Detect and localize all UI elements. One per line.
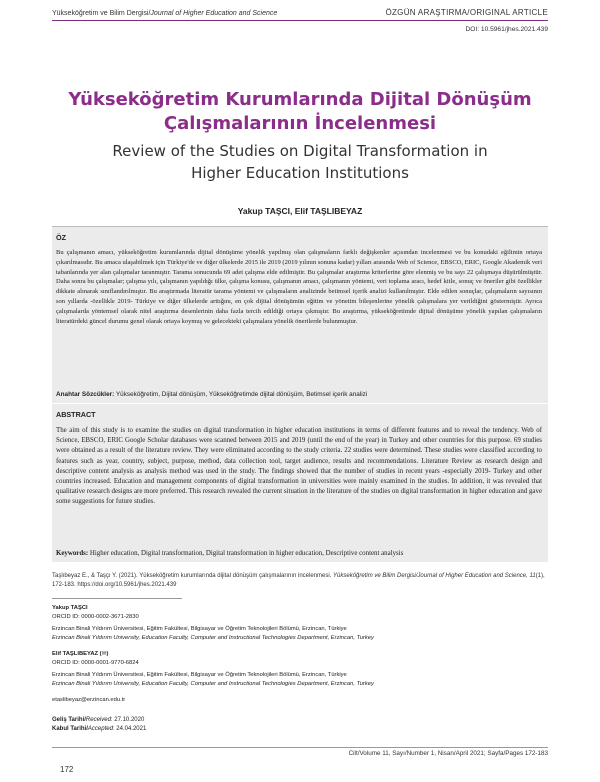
volume-info: Cilt/Volume 11, Sayı/Number 1, Nisan/April 2021; Sayfa/Pages 172-183 bbox=[348, 750, 548, 757]
citation-journal: Yükseköğretim ve Bilim Dergisi/Journal of Higher Education and Science, 11 bbox=[333, 573, 536, 579]
abstract-keywords-value: Higher education, Digital transformation, Digital transformation in higher education, Descriptive content analysis bbox=[89, 550, 404, 557]
journal-name bbox=[52, 10, 277, 17]
title-tr-line2: Çalışmalarının İncelenmesi bbox=[163, 113, 437, 134]
corresponding-email[interactable]: etaslibeyaz@erzincan.edu.tr bbox=[52, 697, 126, 703]
author1-affil-tr: Erzincan Binali Yıldırım Üniversitesi, Eğitim Fakültesi, Bilgisayar ve Öğretim Teknolojileri Bölümü, Erzincan, Türkiye bbox=[52, 626, 347, 632]
footer-rule bbox=[52, 747, 548, 748]
title-en-line1: Review of the Studies on Digital Transformation in bbox=[112, 142, 488, 160]
author1-name: Yakup TAŞCI bbox=[52, 605, 88, 611]
article-type: ÖZGÜN ARAŞTIRMA/ORIGINAL ARTICLE bbox=[385, 8, 548, 17]
abstract-label: ABSTRACT bbox=[56, 410, 96, 419]
title-tr-line1: Yükseköğretim Kurumlarında Dijital Dönüşüm bbox=[68, 89, 532, 110]
received-label-en: Received bbox=[85, 717, 111, 723]
author2-affil-tr: Erzincan Binali Yıldırım Üniversitesi, Eğitim Fakültesi, Bilgisayar ve Öğretim Teknolojileri Bölümü, Erzincan, Türkiye bbox=[52, 672, 347, 678]
citation bbox=[52, 572, 548, 590]
oz-keywords-label: Anahtar Sözcükler: bbox=[56, 391, 115, 398]
accepted-value: : 24.04.2021 bbox=[112, 726, 147, 732]
abstract-box bbox=[52, 404, 548, 562]
author1-block bbox=[52, 604, 548, 643]
page-number: 172 bbox=[60, 765, 74, 774]
abstract-text: The aim of this study is to examine the studies on digital transformation in higher education institutions in terms of different features and to reveal the tendency. Web of Science, EBSCO, ERIC Google Scholar databases were scanned between 2015 and 2019 (until the end of the year) in Turkey and other countries for this purpose. 69 studies were obtained as a result of the literature review. They were eliminated according to the study criteria. 22 studies were determined. These studies were classified according to features such as year, country, subject, purpose, method, data collection tool, target audience, results and recommendations. Literature Review as research design and descriptive content analysis as analysis method was used in the study. The findings showed that the number of studies in recent years -especially 2019- Turkey and other countries increased. Education and management components of digital transformation in universities were mainly examined in the studies. In addition, it was revealed that qualitative research designs are more preferred. This research revealed the current situation in the literature of the studies on digital transformation in higher education and gave some suggestions for future studies. bbox=[56, 427, 542, 506]
authors: Yakup TAŞCI, Elif TAŞLIBEYAZ bbox=[237, 206, 363, 216]
citation-suffix[interactable]: (1), 172-183. https://doi.org/10.5961/jhes.2021.439 bbox=[52, 573, 545, 588]
oz-box bbox=[52, 226, 548, 403]
author2-affil-en: Erzincan Binali Yıldırım University, Education Faculty, Computer and Instructional Technologies Department, Erzincan, Turkey bbox=[52, 681, 374, 687]
received-label: Geliş Tarihi/ bbox=[52, 717, 86, 723]
accepted-label-en: Accepted bbox=[87, 726, 113, 732]
abstract-keywords bbox=[56, 550, 542, 557]
author2-block bbox=[52, 650, 548, 689]
header-rule bbox=[52, 20, 548, 21]
received-date bbox=[52, 716, 146, 725]
author2-name: Elif TAŞLIBEYAZ (✉) bbox=[52, 651, 109, 657]
citation-prefix: Taşlıbeyaz E., & Taşçı Y. (2021). Yükseköğretim kurumlarında dijital dönüşüm çalışmalarının incelenmesi. bbox=[52, 573, 332, 579]
title-turkish bbox=[40, 88, 560, 136]
author1-affil-en: Erzincan Binali Yıldırım University, Education Faculty, Computer and Instructional Technologies Department, Erzincan, Turkey bbox=[52, 635, 374, 641]
title-en-line2: Higher Education Institutions bbox=[191, 164, 409, 182]
author1-orcid[interactable]: ORCID ID: 0000-0002-3671-2830 bbox=[52, 614, 139, 620]
doi: DOI: 10.5961/jhes.2021.439 bbox=[465, 26, 548, 33]
dates-block bbox=[52, 716, 146, 734]
oz-keywords bbox=[56, 391, 542, 398]
accepted-label: Kabul Tarihi/ bbox=[52, 726, 88, 732]
oz-label: ÖZ bbox=[56, 233, 66, 242]
author2-orcid[interactable]: ORCID ID: 0000-0001-9770-6824 bbox=[52, 660, 139, 666]
journal-name-en: Journal of Higher Education and Science bbox=[150, 10, 278, 17]
oz-keywords-value: Yükseköğretim, Dijital dönüşüm, Yükseköğretimde dijital dönüşüm, Betimsel içerik analizi bbox=[115, 391, 368, 398]
section-divider bbox=[52, 598, 182, 599]
title-english bbox=[40, 140, 560, 184]
received-value: : 27.10.2020 bbox=[110, 717, 145, 723]
journal-name-tr: Yükseköğretim ve Bilim Dergisi/ bbox=[52, 10, 151, 17]
accepted-date bbox=[52, 725, 146, 734]
oz-text: Bu çalışmanın amacı, yükseköğretim kurumlarında dijital dönüşüme yönelik yapılmış olan çalışmaların farklı değişkenler açısından incelenmesi ve bu konudaki eğilimin ortaya çıkarılmasıdır. Bu amaca ulaşabilmek için Türkiye'de ve diğer ülkelerde 2015 ile 2019 (2019 yılının sonuna kadar) yılları arasında Web of Science, EBSCO, ERIC, Google Akademik veri tabanlarında yer alan çalışmalar taranmıştır. Tarama sonucunda 69 adet çalışma elde edilmiştir. Bu çalışmalar araştırma kriterlerine göre elenmiş ve bu sayı 22 çalışmaya düşürülmüştür. Daha sonra bu çalışmalar; çalışma yılı, çalışmanın yapıldığı ülke, çalışma konusu, çalışmanın amacı, çalışmanın yöntemi, veri toplama aracı, hedef kitle, sonuç ve öneriler gibi özellikler dikkate alınarak sınıflandırılmıştır. Bu araştırmada literatür tarama yöntemi ve çalışmaların analizinde betimsel içerik analizi kullanılmıştır. Elde edilen sonuçlar, çalışmaların sayısının son yıllarda -özellikle 2019- Türkiye ve diğer ülkelerde arttığını, en çok dijital dönüşümün eğitim ve yönetim bileşenlerine yönelik çalışmalara yer verildiğini göstermiştir. Ayrıca çalışmalarda yöntemsel olarak nitel araştırma desenlerinin daha fazla tercih edildiği ortaya çıkmıştır. Bu araştırma, yükseköğretimde dijital dönüşüme yönelik yapılan çalışmaların literatürdeki güncel durumu genel olarak ortaya koymuş ve gelecekteki çalışmalara yönelik önerilerde bulunmuştur. bbox=[56, 249, 542, 325]
abstract-keywords-label: Keywords: bbox=[56, 550, 89, 557]
